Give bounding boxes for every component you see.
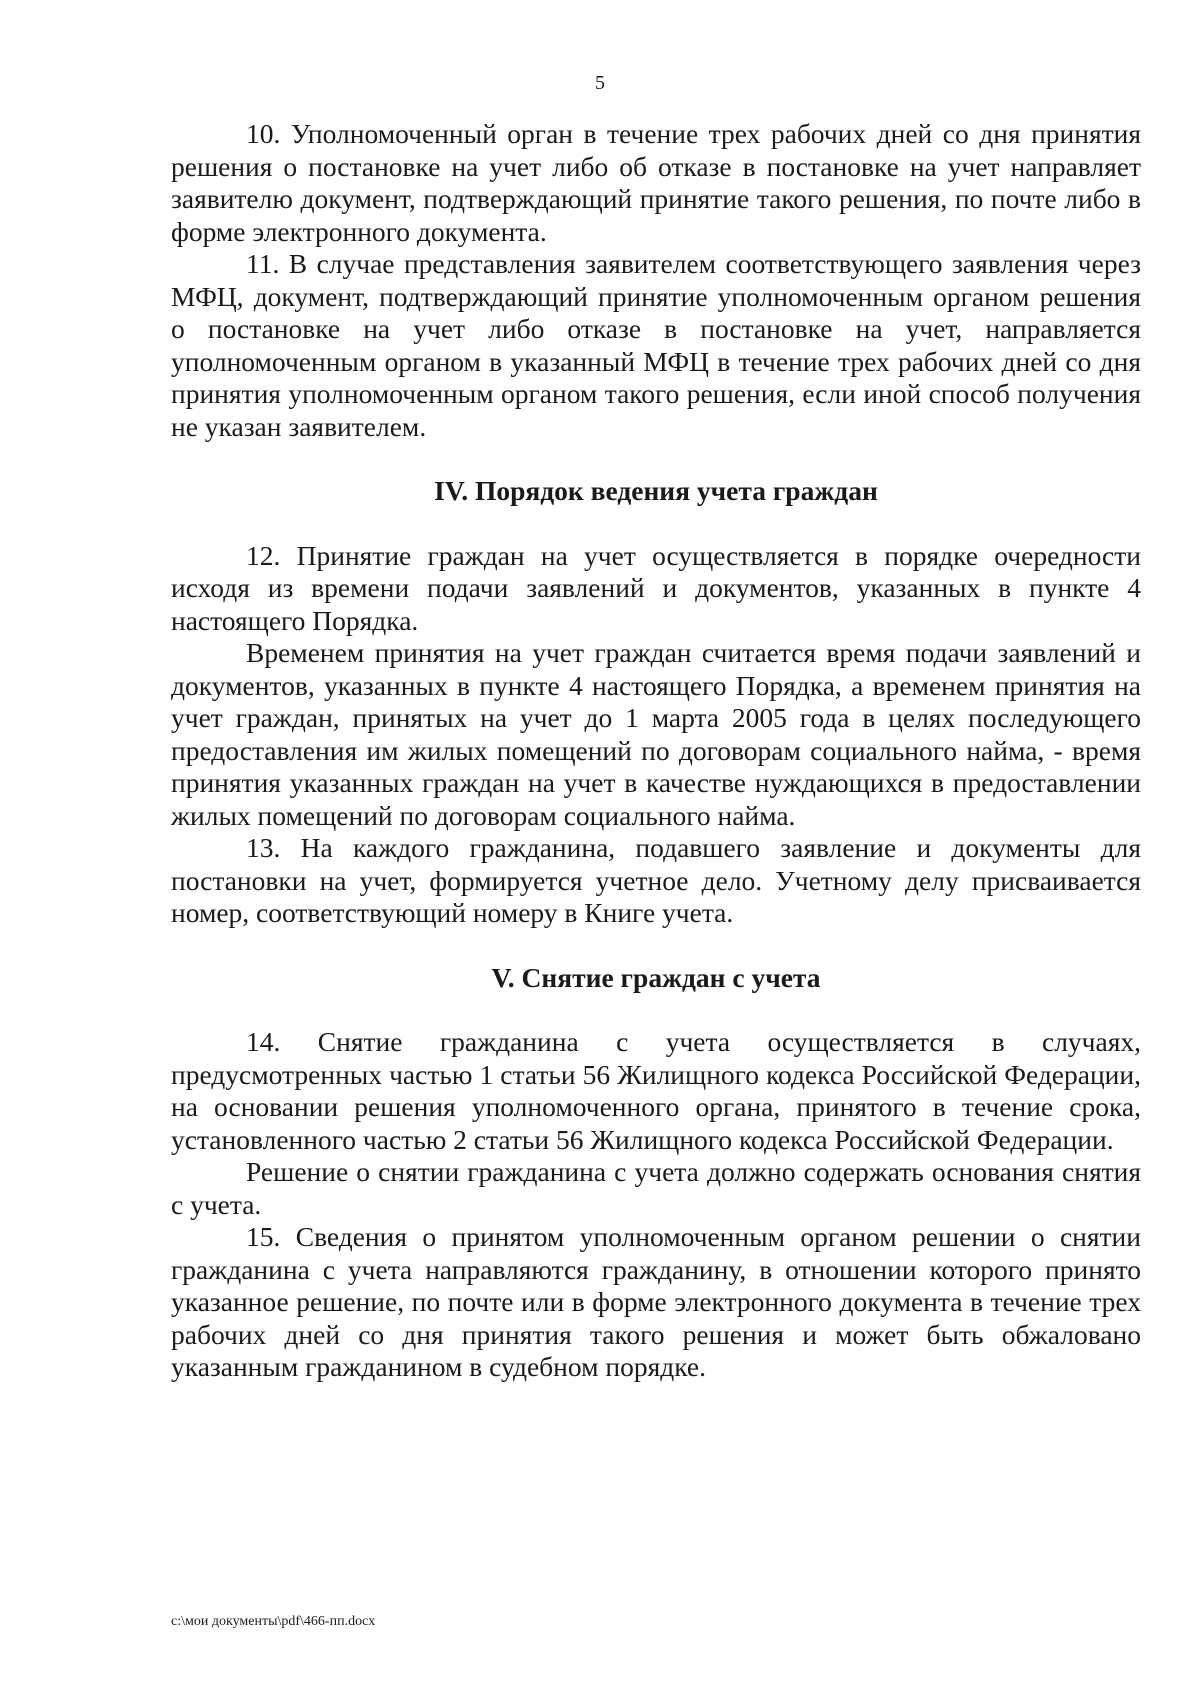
paragraph-13: 13. На каждого гражданина, подавшего заявление и документы для постановки на учет, формируется учетное дело. Учетному делу присваивается номер, соответствующий номеру в Книге учета. — [171, 832, 1141, 928]
page-number: 5 — [595, 72, 605, 94]
paragraph-12: 12. Принятие граждан на учет осуществляется в порядке очередности исходя из времени подачи заявлений и документов, указанных в пункте 4 настоящего Порядка. — [171, 539, 1141, 636]
document-body — [171, 118, 1141, 1384]
paragraph-10: 10. Уполномоченный орган в течение трех рабочих дней со дня принятия решения о постановке на учет либо об отказе в постановке на учет направляет заявителю документ, подтверждающий принятие такого решения, по почте либо в форме электронного документа. — [171, 118, 1141, 247]
paragraph-15: 15. Сведения о принятом уполномоченным органом решении о снятии гражданина с учета направляются гражданину, в отношении которого принято указанное решение, по почте или в форме электронного документа в течение трех рабочих дней со дня принятия такого решения и может быть обжаловано указанным гражданином в судебном порядке. — [171, 1221, 1141, 1382]
paragraph-12-continued: Временем принятия на учет граждан считается время подачи заявлений и документов, указанных в пункте 4 настоящего Порядка, а временем принятия на учет граждан, принятых на учет до 1 марта 2005 года в целях последующего предоставления им жилых помещений по договорам социального найма, - время принятия указанных граждан на учет в качестве нуждающихся в предоставлении жилых помещений по договорам социального найма. — [171, 637, 1141, 831]
paragraph-11: 11. В случае представления заявителем соответствующего заявления через МФЦ, документ, подтверждающий принятие уполномоченным органом решения о постановке на учет либо отказе в постановке на учет, направляется уполномоченным органом в указанный МФЦ в течение трех рабочих дней со дня принятия уполномоченным органом такого решения, если иной способ получения не указан заявителем. — [171, 248, 1141, 442]
section-heading-v: V. Снятие граждан с учета — [491, 961, 821, 993]
paragraph-14: 14. Снятие гражданина с учета осуществляется в случаях, предусмотренных частью 1 статьи 56 Жилищного кодекса Российской Федерации, на основании решения уполномоченного органа, принятого в течение срока, установленного частью 2 статьи 56 Жилищного кодекса Российской Федерации. — [171, 1026, 1141, 1155]
file-path-footer: c:\мои документы\pdf\466-пп.docx — [171, 1614, 376, 1629]
section-heading-iv: IV. Порядок ведения учета граждан — [434, 475, 878, 506]
paragraph-14-continued: Решение о снятии гражданина с учета должно содержать основания снятия с учета. — [171, 1156, 1141, 1220]
